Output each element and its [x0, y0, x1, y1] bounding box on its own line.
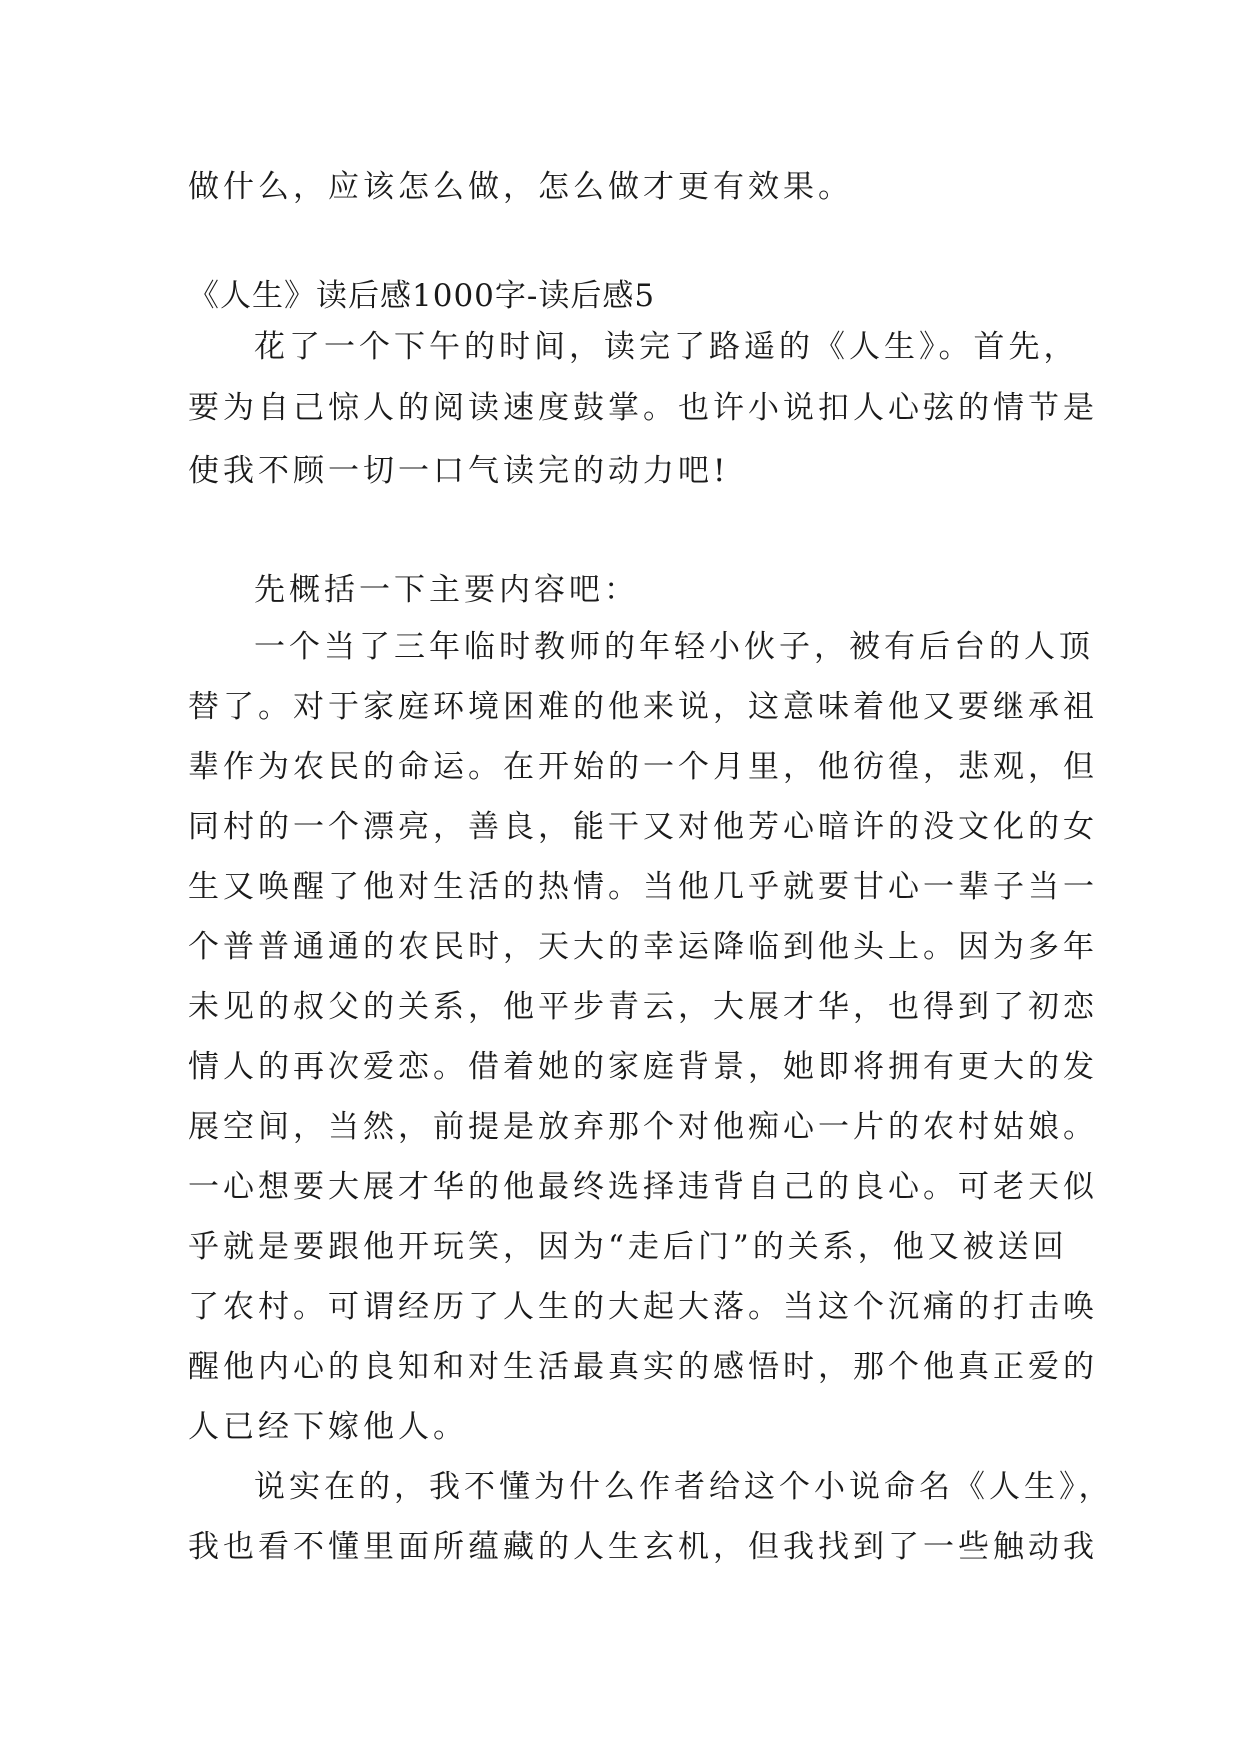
text-line: 我也看不懂里面所蕴藏的人生玄机，但我找到了一些触动我	[188, 1529, 1098, 1565]
text-line: 醒他内心的良知和对生活最真实的感悟时，那个他真正爱的	[188, 1349, 1098, 1385]
section-heading: 《人生》读后感1000字-读后感5	[188, 278, 656, 314]
text-line: 同村的一个漂亮，善良，能干又对他芳心暗许的没文化的女	[188, 809, 1098, 845]
text-line: 展空间，当然，前提是放弃那个对他痴心一片的农村姑娘。	[188, 1109, 1098, 1145]
text-line: 乎就是要跟他开玩笑，因为“走后门”的关系，他又被送回	[188, 1229, 1068, 1265]
text-line: 人已经下嫁他人。	[188, 1409, 468, 1445]
text-line: 个普普通通的农民时，天大的幸运降临到他头上。因为多年	[188, 929, 1098, 965]
text-line: 花了一个下午的时间，读完了路遥的《人生》。首先，	[254, 329, 1079, 365]
text-line: 情人的再次爱恋。借着她的家庭背景，她即将拥有更大的发	[188, 1049, 1098, 1085]
text-line: 说实在的，我不懂为什么作者给这个小说命名《人生》，	[254, 1469, 1114, 1505]
text-line: 生又唤醒了他对生活的热情。当他几乎就要甘心一辈子当一	[188, 869, 1098, 905]
text-line: 一个当了三年临时教师的年轻小伙子，被有后台的人顶	[254, 629, 1094, 665]
text-line: 使我不顾一切一口气读完的动力吧!	[188, 453, 730, 489]
text-line: 替了。对于家庭环境困难的他来说，这意味着他又要继承祖	[188, 689, 1098, 725]
text-line: 要为自己惊人的阅读速度鼓掌。也许小说扣人心弦的情节是	[188, 390, 1098, 426]
text-line: 先概括一下主要内容吧：	[254, 572, 639, 608]
text-line: 了农村。可谓经历了人生的大起大落。当这个沉痛的打击唤	[188, 1289, 1098, 1325]
text-line: 一心想要大展才华的他最终选择违背自己的良心。可老天似	[188, 1169, 1098, 1205]
text-line: 未见的叔父的关系，他平步青云，大展才华，也得到了初恋	[188, 989, 1098, 1025]
text-line: 辈作为农民的命运。在开始的一个月里，他彷徨，悲观，但	[188, 749, 1098, 785]
text-line: 做什么，应该怎么做，怎么做才更有效果。	[188, 169, 853, 205]
